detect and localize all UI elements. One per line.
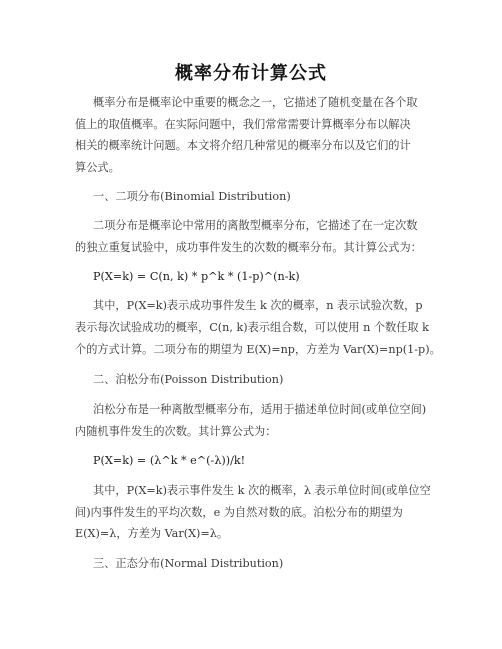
- section-heading-poisson: 二、泊松分布(Poisson Distribution): [93, 373, 284, 386]
- poisson-formula: P(X=k) = (λ^k * e^(-λ))/k!: [93, 454, 246, 467]
- binomial-explain-line: 其中，P(X=k)表示成功事件发生 k 次的概率，n 表示试验次数，p: [93, 299, 423, 312]
- poisson-explain-line: 其中，P(X=k)表示事件发生 k 次的概率，λ 表示单位时间(或单位空: [93, 484, 431, 497]
- binomial-explain-line: 个的方式计算。二项分布的期望为 E(X)=np，方差为 Var(X)=np(1-p)。: [75, 343, 441, 356]
- binomial-formula: P(X=k) = C(n, k) * p^k * (1-p)^(n-k): [93, 270, 300, 283]
- binomial-desc-line: 二项分布是概率论中常用的离散型概率分布，它描述了在一定次数: [93, 219, 418, 232]
- poisson-desc-line: 内随机事件发生的次数。其计算公式为：: [75, 425, 277, 438]
- binomial-explain-line: 表示每次试验成功的概率，C(n, k)表示组合数，可以使用 n 个数任取 k: [75, 321, 429, 334]
- binomial-desc-line: 的独立重复试验中，成功事件发生的次数的概率分布。其计算公式为：: [75, 241, 422, 254]
- intro-line: 概率分布是概率论中重要的概念之一，它描述了随机变量在各个取: [93, 96, 418, 109]
- poisson-explain-line: 间)内事件发生的平均次数，e 为自然对数的底。泊松分布的期望为: [75, 506, 403, 519]
- poisson-desc-line: 泊松分布是一种离散型概率分布，适用于描述单位时间(或单位空间): [93, 403, 427, 416]
- section-heading-binomial: 一、二项分布(Binomial Distribution): [93, 190, 291, 203]
- intro-line: 相关的概率统计问题。本文将介绍几种常见的概率分布以及它们的计: [75, 139, 411, 152]
- intro-line: 算公式。: [75, 161, 120, 174]
- document-title: 概率分布计算公式: [175, 63, 327, 84]
- poisson-explain-line: E(X)=λ，方差为 Var(X)=λ。: [75, 527, 229, 540]
- section-heading-normal: 三、正态分布(Normal Distribution): [93, 557, 284, 570]
- intro-line: 值上的取值概率。在实际问题中，我们常常需要计算概率分布以解决: [75, 118, 411, 131]
